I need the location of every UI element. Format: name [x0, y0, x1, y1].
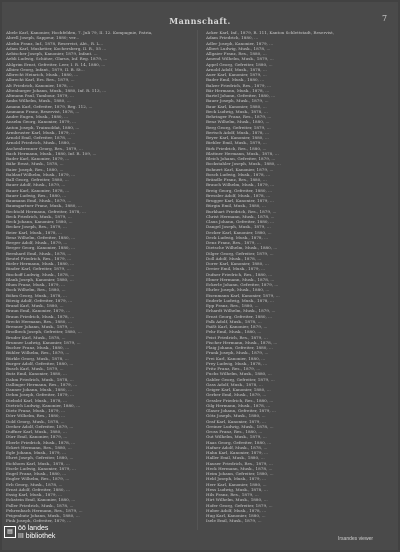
- roster-entry: Blattner Hermann, Musk., 1878, ...: [206, 150, 279, 156]
- roster-entry: Eckerle Johann, Gefreiter, 1879, ...: [206, 282, 279, 287]
- roster-entry: Bieler Hermann, Musk., 1880, ...: [6, 261, 75, 266]
- roster-entry: Götz Joseph, Musk., 1880, ...: [206, 413, 266, 419]
- roster-entry: Bader Karl, Kanonier, 1879, ...: [6, 156, 70, 161]
- roster-entry: Brugger Karl, Kanonier, 1879, ...: [206, 198, 274, 203]
- roster-entry: Frank Joseph, Musk., 1879, ...: [206, 350, 269, 356]
- roster-entry: Baumann Emil, Musk., 1879, ...: [6, 198, 72, 203]
- roster-entry: Burkhart Friedrich, Res., 1879, ...: [206, 208, 277, 214]
- roster-entry: Brunner Ludwig, Kanonier, 1879, ...: [6, 339, 81, 345]
- roster-entry: Dietsche Wilhelm, Musk., 1880, ...: [206, 245, 278, 251]
- roster-entry: Brecht Hermann, Res., 1880, ...: [6, 318, 72, 324]
- roster-entry: Eisenmann Karl, Kanonier, 1879, ...: [206, 292, 280, 298]
- roster-entry: Decker Karl, Kanonier, 1880, ...: [206, 229, 272, 235]
- roster-entry: Aschenbrenner Georg, Res., 1879, ...: [6, 145, 83, 151]
- roster-entry: Dehm Joseph, Gefreiter, 1879, ...: [6, 392, 75, 398]
- roster-entry: Gessler Friedrich, Res., 1880, ...: [206, 397, 274, 403]
- roster-entry: Heck Hermann, Musk., 1878, ...: [206, 465, 273, 471]
- roster-entry: Egle Johann, Musk., 1879, ...: [6, 450, 66, 455]
- roster-entry: Hafner Adolf, Musk., 1878, ...: [206, 444, 268, 450]
- roster-entry: Erhardt Wilhelm, Musk., 1879, ...: [206, 308, 276, 314]
- roster-entry: Engler Wilhelm, Res., 1879, ...: [6, 476, 70, 482]
- roster-entry: Denz Franz, Res., 1879, ...: [206, 240, 261, 245]
- roster-entry: Dreher Adolf, Gefreiter, 1879, ...: [6, 423, 74, 429]
- roster-entry: Bähr Ernst, Musk., 1878, ...: [6, 161, 64, 167]
- roster-entry: Acker Karl, Inf., 1879, R. 111, Kanton Schlettstadt, Reservist,: [206, 30, 335, 35]
- roster-entry: Altenburger Johann, Musk., 1880, Inf. R. 113, ...: [6, 87, 107, 93]
- roster-entry: Benz Wilhelm, Gefreiter, 1880, ...: [6, 234, 76, 240]
- roster-entry: Bühler Wilhelm, Res., 1879, ...: [6, 350, 70, 356]
- roster-entry: Ball Georg, Gefreiter, 1880, ...: [6, 177, 69, 182]
- roster-entry: Binder Karl, Gefreiter, 1879, ...: [6, 266, 71, 272]
- roster-entry: Ehrler Joseph, Musk., 1880, ...: [206, 287, 270, 293]
- roster-entry: Arnold Emil, Gefreiter, 1878, ...: [6, 135, 72, 140]
- roster-entry: Brand Karl, Musk., 1880, ...: [6, 303, 64, 308]
- roster-entry: Danner Johann, Musk., 1880, ...: [6, 387, 72, 392]
- roster-entry: Fischer Hermann, Musk., 1878, ...: [206, 339, 278, 345]
- roster-entry: Essig Karl, Musk., 1879, ...: [6, 492, 63, 497]
- roster-entry: Fuchs Wilhelm, Musk., 1880, ...: [206, 371, 272, 377]
- roster-entry: Dold Georg, Musk., 1878, ...: [6, 418, 65, 424]
- roster-entry: Bach Hermann, Musk., 1880, Inf. R. 109, ...: [6, 150, 97, 156]
- roster-entry: Butz Emil, Kanonier, 1880, ...: [6, 371, 67, 377]
- roster-entry: Gut Wilhelm, Musk., 1879, ...: [206, 434, 267, 440]
- roster-entry: Albrecht Heinrich, Musk., 1880, ...: [6, 72, 79, 77]
- roster-entry: Allgaier Franz, Res., 1880, ...: [206, 51, 267, 56]
- roster-entry: Ahlgrim Ernst, Gefreiter, Leer, I. R. 14, 1880, ...: [6, 61, 106, 67]
- roster-entry: Bosch Ludwig, Musk., 1878, ...: [206, 171, 271, 177]
- roster-entry: Feigenbutz Johann, Musk., 1880, ...: [6, 513, 80, 518]
- roster-entry: Bauer Ludwig, Res., 1880, ...: [6, 192, 67, 198]
- roster-entry: Amend Wilhelm, Musk., 1879, ...: [206, 56, 274, 62]
- roster-entry: Bauer Joseph, Musk., 1879, ...: [206, 98, 269, 104]
- roster-entry: Fritz Franz, Res., 1879, ...: [206, 366, 261, 371]
- roster-entry: Dallinger Hermann, Res., 1879, ...: [6, 381, 78, 387]
- roster-entry: Bischoff Ludwig, Musk., 1878, ...: [6, 271, 75, 277]
- roster-entry: Eberle Friedrich, Musk., 1878, ...: [6, 439, 76, 445]
- roster-entry: Deck Ludwig, Musk., 1878, ...: [206, 234, 269, 240]
- roster-entry: Gabler Georg, Gefreiter, 1879, ...: [206, 376, 275, 382]
- roster-entry: Alt Friedrich, Kanonier, 1878, ...: [6, 82, 74, 88]
- roster-entry: Gass Adolf, Musk., 1878, ...: [206, 381, 263, 387]
- roster-entry: Biehler Emil, Musk., 1879, ...: [206, 140, 267, 146]
- roster-entry: Blank Joseph, Kanonier, 1880, ...: [6, 276, 74, 282]
- roster-entry: Beck Friedrich, Musk., 1879, ...: [6, 213, 72, 219]
- roster-entry: Geiger Karl, Kanonier, 1880, ...: [206, 387, 271, 392]
- roster-entry: Eckstein Emil, Kanonier, 1880, ...: [6, 497, 76, 503]
- roster-entry: Gerber Emil, Musk., 1879, ...: [206, 392, 267, 398]
- roster-entry: Beutel Friedrich, Res., 1879, ...: [6, 255, 72, 261]
- roster-entry: Glaser Johann, Gefreiter, 1879, ...: [206, 408, 276, 413]
- roster-entry: Dietrich Ludwig, Kanonier, 1880, ...: [6, 402, 81, 408]
- roster-entry: Bernhard Emil, Musk., 1878, ...: [6, 250, 72, 256]
- roster-entry: Heim Johann, Gefreiter, 1880, ...: [206, 471, 274, 476]
- roster-entry: Dörr Wilhelm, Res., 1880, ...: [6, 413, 66, 419]
- roster-entry: Busch Karl, Musk., 1879, ...: [6, 366, 64, 371]
- library-logo[interactable]: [4, 525, 56, 544]
- roster-entry: Abelin Franz, Inf., 1878, Reservist, Abt., R. L...: [6, 40, 104, 46]
- roster-entry: Adam Friedrich, 1880, ...: [206, 35, 259, 41]
- roster-entry: Anton Joseph, Trainsoldat, 1880, ...: [6, 124, 80, 130]
- right-column: [206, 30, 386, 524]
- roster-entry: Anselm Georg, Kanonier, 1879, ...: [6, 119, 76, 125]
- roster-entry: Gross Franz, Res., 1880, ...: [206, 429, 263, 434]
- roster-entry: Hirt Wilhelm, Musk., 1880, ...: [206, 497, 268, 503]
- roster-entry: Hils Franz, Res., 1879, ...: [206, 492, 259, 497]
- roster-entry: Berger Adolf, Musk., 1879, ...: [6, 240, 68, 245]
- roster-entry: Adam Karl, Musketier, Kochersberg, II. R., 55 ...: [6, 45, 107, 51]
- roster-entry: Baier Joseph, Res., 1880, ...: [6, 166, 64, 172]
- roster-entry: Ernst Adolf, Gefreiter, 1880, ...: [6, 486, 70, 492]
- roster-entry: Fehr Emil, Musk., 1880, ...: [206, 329, 262, 335]
- roster-entry: Baur Karl, Kanonier, 1880, ...: [206, 103, 267, 109]
- roster-entry: Ehret Joseph, Gefreiter, 1880, ...: [6, 455, 74, 461]
- roster-entry: Duffner Karl, Musk., 1880, ...: [6, 429, 67, 434]
- roster-entry: Amann Karl, Gefreiter, 1879, Reg. 112, ...: [6, 103, 93, 109]
- page-number: 7: [382, 14, 388, 23]
- roster-entry: Epp Franz, Res., 1880, ...: [206, 303, 259, 308]
- roster-entry: Abele Karl, Kanonier, Hochfelden, 7. Juli 79, II. 12. Kompagnie, Patria,: [6, 30, 153, 35]
- roster-entry: Behringer Franz, Res., 1879, ...: [206, 114, 272, 119]
- roster-entry: Baldauf Wilhelm, Musk., 1879, ...: [6, 171, 76, 177]
- roster-entry: Dufner Friedrich, Res., 1880, ...: [206, 271, 273, 277]
- roster-entry: Eichhorn Karl, Musk., 1878, ...: [6, 460, 70, 466]
- roster-entry: Balzer Friedrich, Res., 1879, ...: [206, 82, 271, 88]
- roster-entry: Adler Joseph, Kanonier, 1879, ...: [206, 40, 274, 46]
- roster-entry: Breig Georg, Gefreiter, 1880, ...: [206, 187, 272, 193]
- roster-entry: Brändle Franz, Res., 1880, ...: [206, 177, 267, 182]
- logo-text-line2: III bibliothek: [18, 533, 56, 540]
- roster-entry: Beck Johann, Kanonier, 1880, ...: [6, 219, 73, 224]
- roster-entry: Albiez Georg, Infant., 1879, II. B. St...: [6, 66, 85, 72]
- roster-entry: Bader Emil, Musk., 1880, ...: [206, 77, 265, 83]
- roster-entry: Hess Ludwig, Musk., 1878, ...: [206, 486, 268, 492]
- roster-entry: Bleich Johann, Gefreiter, 1879, ...: [206, 156, 276, 161]
- roster-entry: Fink Joseph, Gefreiter, 1879, ...: [6, 518, 72, 524]
- roster-entry: Arnold Adolf, Musk., 1878, ...: [206, 66, 267, 72]
- roster-entry: Becker Joseph, Res., 1879, ...: [6, 224, 67, 230]
- roster-entry: Beck Ludwig, Musk., 1878, ...: [206, 108, 268, 114]
- roster-entry: Birk Friedrich, Res., 1880, ...: [206, 145, 267, 151]
- roster-entry: Graf Karl, Kanonier, 1879, ...: [206, 418, 266, 424]
- roster-entry: Christ Hermann, Musk., 1878, ...: [206, 213, 275, 219]
- roster-entry: Hauser Friedrich, Res., 1879, ...: [206, 460, 273, 466]
- roster-entry: Armbruster Karl, Musk., 1879, ...: [6, 129, 76, 135]
- roster-entry: Ebner Hermann, Musk., 1878, ...: [206, 276, 275, 282]
- roster-entry: Falk Adolf, Musk., 1878, ...: [206, 318, 262, 324]
- roster-entry: Bruder Karl, Musk., 1878, ...: [6, 334, 66, 340]
- roster-entry: Ambs Wilhelm, Musk., 1880, ...: [6, 98, 71, 104]
- roster-entry: Bürkle Georg, Musk., 1878, ...: [6, 355, 69, 361]
- roster-entry: Diebold Karl, Musk., 1878, ...: [6, 397, 67, 403]
- roster-entry: Dilger Georg, Gefreiter, 1879, ...: [206, 250, 274, 256]
- roster-entry: Abrell Joseph, Sappeur, 1880; ver...: [6, 35, 80, 41]
- viewer-label: Irsandes viewer: [338, 536, 374, 542]
- roster-entry: Hug Karl, Kanonier, 1880, ...: [206, 513, 266, 518]
- library-logo-icon: ▤: [4, 526, 16, 538]
- roster-entry: Dangel Joseph, Musk., 1879, ...: [206, 224, 271, 230]
- roster-entry: Andre Eugen, Musk., 1880, ...: [6, 114, 69, 119]
- roster-entry: Engel Franz, Musk., 1880, ...: [6, 471, 67, 476]
- roster-entry: Held Joseph, Musk., 1879, ...: [206, 476, 266, 482]
- roster-entry: Beier Karl, Musk., 1878, ...: [6, 229, 63, 235]
- roster-entry: Beyer Karl, Kanonier, 1880, ...: [206, 135, 269, 140]
- roster-entry: Ernst Georg, Gefreiter, 1880, ...: [206, 313, 272, 319]
- roster-entry: Dahm Friedrich, Musk., 1878, ...: [6, 376, 74, 382]
- roster-entry: Bohnert Karl, Kanonier, 1879, ...: [206, 166, 274, 172]
- roster-entry: Feist Friedrich, Res., 1879, ...: [206, 334, 268, 340]
- roster-entry: Haas Georg, Gefreiter, 1880, ...: [206, 439, 272, 445]
- logo-text-line1: ōō landes: [18, 525, 49, 532]
- roster-entry: Brodbeck Joseph, Gefreiter, 1880, ...: [6, 329, 82, 335]
- roster-entry: Braun Emil, Kanonier, 1879, ...: [6, 308, 71, 314]
- left-column: [6, 30, 186, 524]
- roster-entry: Braun Friedrich, Musk., 1878, ...: [6, 313, 75, 319]
- roster-entry: Bär Hermann, Musk., 1878, ...: [206, 87, 270, 93]
- roster-entry: Dreier Emil, Musk., 1879, ...: [206, 266, 265, 272]
- roster-entry: Faller Friedrich, Musk., 1878, ...: [6, 502, 74, 508]
- roster-entry: Arnold Friedrich, Musk., 1880, ...: [6, 140, 76, 146]
- roster-entry: Bucher Franz, Musk., 1880, ...: [6, 345, 70, 350]
- roster-entry: Faißt Karl, Kanonier, 1879, ...: [206, 324, 268, 329]
- roster-entry: Dorer Karl, Kanonier, 1880, ...: [206, 261, 269, 266]
- roster-entry: Bauer Adolf, Musk., 1879, ...: [6, 182, 66, 188]
- roster-entry: Gilg Hermann, Musk., 1878, ...: [206, 402, 271, 408]
- roster-entry: Frei Karl, Kanonier, 1880, ...: [206, 355, 266, 361]
- roster-entry: Flaig Johann, Gefreiter, 1880, ...: [206, 345, 273, 350]
- roster-entry: Hofer Georg, Gefreiter, 1879, ...: [206, 502, 273, 508]
- roster-entry: Eisele Ludwig, Kanonier, 1879, ...: [6, 465, 76, 471]
- roster-entry: Berger Georg, Kanonier, 1880, ...: [6, 245, 76, 251]
- roster-entry: Albert Ludwig, Musk., 1878, ...: [206, 45, 271, 51]
- roster-entry: Frey Ludwig, Musk., 1878, ...: [206, 360, 268, 366]
- roster-entry: Böhm Georg, Musk., 1878, ...: [6, 292, 67, 298]
- roster-entry: Bartel Johann, Gefreiter, 1880, ...: [206, 93, 276, 98]
- roster-entry: Dietz Franz, Musk., 1879, ...: [6, 408, 65, 413]
- roster-entry: Enderle Ludwig, Musk., 1878, ...: [206, 297, 274, 303]
- roster-entry: Ammann Franz, Reservist, 1878, ...: [6, 108, 80, 114]
- roster-entry: Huber Adolf, Musk., 1878, ...: [206, 507, 267, 513]
- column-divider: [197, 30, 198, 530]
- roster-entry: Haller Emil, Musk., 1880, ...: [206, 455, 265, 461]
- page-heading: Mannschaft.: [169, 16, 231, 26]
- roster-entry: Bock Wilhelm, Res., 1880, ...: [6, 287, 66, 293]
- roster-entry: Doll Adolf, Musk., 1878, ...: [206, 255, 262, 261]
- roster-entry: Baumgartner Franz, Musk., 1880, ...: [6, 203, 82, 209]
- roster-entry: Bauer Karl, Kanonier, 1878, ...: [6, 187, 70, 193]
- roster-entry: Aebischer Joseph, Kanonier, 1879, Infant. ...: [6, 51, 98, 56]
- roster-entry: Bertsch Adolf, Musk., 1878, ...: [206, 129, 269, 135]
- roster-entry: Bockstahler Joseph, Musk., 1880, ...: [206, 161, 281, 167]
- roster-entry: Herr Karl, Kanonier, 1880, ...: [206, 481, 267, 487]
- roster-entry: Dürr Emil, Kanonier, 1879, ...: [6, 434, 68, 440]
- roster-entry: Benz Wilhelm, Musk., 1880, ...: [206, 119, 270, 125]
- roster-entry: Claus Johann, Gefreiter, 1880, ...: [206, 219, 274, 224]
- roster-entry: Brenner Johann, Musk., 1879, ...: [6, 324, 74, 329]
- roster-entry: Bechtold Hermann, Gefreiter, 1878, ...: [6, 208, 86, 214]
- roster-entry: Eckert Hermann, Res., 1880, ...: [6, 444, 72, 450]
- roster-entry: Burger Adolf, Gefreiter, 1880, ...: [6, 360, 74, 366]
- roster-entry: Albrecht Karl, Ers. Res., 1879, ...: [6, 77, 75, 83]
- roster-entry: Hahn Karl, Kanonier, 1879, ...: [206, 450, 268, 455]
- roster-entry: Altmann Paul, Tambour, 1879, ...: [6, 93, 74, 98]
- roster-entry: Brauch Wilhelm, Musk., 1879, ...: [206, 182, 275, 188]
- roster-entry: Auer Karl, Kanonier, 1879, ...: [206, 72, 267, 77]
- roster-entry: Appel Georg, Gefreiter, 1880, ...: [206, 61, 273, 67]
- roster-entry: Börsig Adolf, Gefreiter, 1879, ...: [6, 297, 73, 303]
- roster-entry: Blum Franz, Musk., 1879, ...: [6, 282, 66, 287]
- roster-entry: Bürgin Emil, Musk., 1880, ...: [206, 203, 266, 209]
- roster-entry: Berg Georg, Gefreiter, 1879, ...: [206, 124, 271, 130]
- roster-entry: Erb Georg, Musk., 1878, ...: [6, 481, 63, 487]
- roster-entry: Greiner Ludwig, Musk., 1878, ...: [206, 423, 274, 429]
- roster-entry: Isele Emil, Musk., 1879, ...: [206, 518, 262, 524]
- roster-entry: Fehrenbach Hermann, Res., 1879, ...: [6, 507, 83, 513]
- roster-entry: Bressler Adolf, Musk., 1878, ...: [206, 192, 271, 198]
- roster-entry: Aebli Ludwig, Schütze, Glarus, Inf. Reg. 1879, ...: [6, 56, 108, 62]
